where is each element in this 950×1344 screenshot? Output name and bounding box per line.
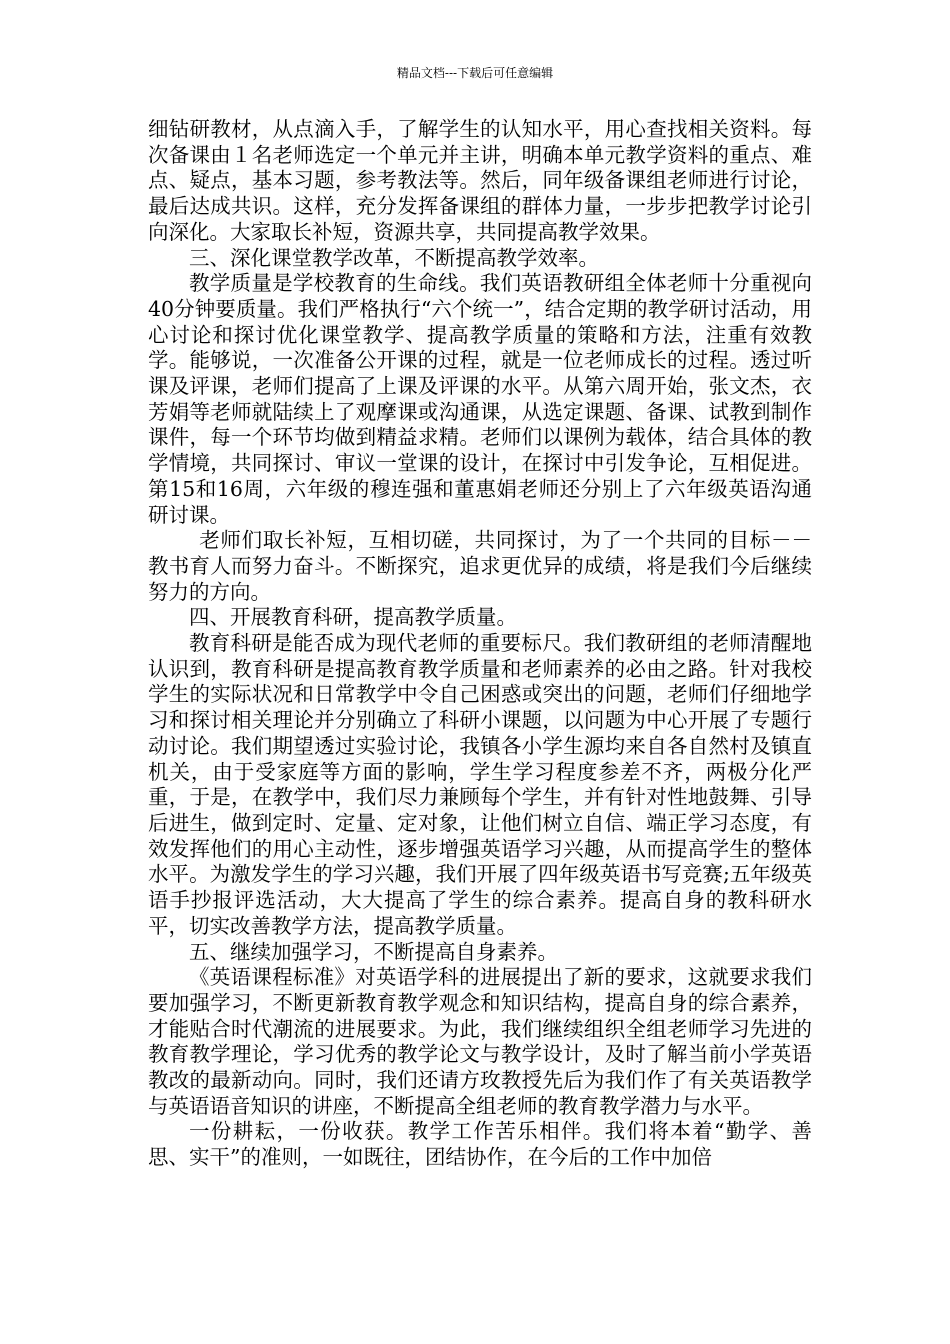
document-body	[148, 117, 812, 1171]
section-heading-5: 五、继续加强学习，不断提高自身素养。	[189, 939, 558, 964]
paragraph-preparation-continued: 细钻研教材，从点滴入手，了解学生的认知水平，用心查找相关资料。每次备课由１名老师选定一个单元并主讲，明确本单元教学资料的重点、难点、疑点，基本习题，参考教法等。然后，同年级备课组老师进行讨论，最后达成共识。这样，充分发挥备课组的群体力量，一步步把教学讨论引向深化。大家取长补短，资源共享，共同提高教学效果。	[148, 117, 812, 244]
page-header: 精品文档---下载后可任意编辑	[396, 66, 554, 80]
paragraph-conclusion: 一份耕耘，一份收获。教学工作苦乐相伴。我们将本着“勤学、善思、实干”的准则，一如既往，团结协作，在今后的工作中加倍	[148, 1119, 812, 1170]
paragraph-mutual-learning: 老师们取长补短，互相切磋，共同探讨，为了一个共同的目标－－教书育人而努力奋斗。不断探究，追求更优异的成绩，将是我们今后继续努力的方向。	[148, 528, 812, 604]
paragraph-teaching-quality: 教学质量是学校教育的生命线。我们英语教研组全体老师十分重视向40分钟要质量。我们严格执行“六个统一”，结合定期的教学研讨活动，用心讨论和探讨优化课堂教学、提高教学质量的策略和方法，注重有效教学。能够说，一次准备公开课的过程，就是一位老师成长的过程。透过听课及评课，老师们提高了上课及评课的水平。从第六周开始，张文杰，衣芳娟等老师就陆续上了观摩课或沟通课，从选定课题、备课、试教到制作课件，每一个环节均做到精益求精。老师们以课例为载体，结合具体的教学情境，共同探讨、审议一堂课的设计，在探讨中引发争论，互相促进。第15和16周，六年级的穆连强和董惠娟老师还分别上了六年级英语沟通研讨课。	[148, 271, 812, 527]
paragraph-education-research: 教育科研是能否成为现代老师的重要标尺。我们教研组的老师清醒地认识到，教育科研是提高教育教学质量和老师素养的必由之路。针对我校学生的实际状况和日常教学中令自己困惑或突出的问题，老师们仔细地学习和探讨相关理论并分别确立了科研小课题，以问题为中心开展了专题行动讨论。我们期望透过实验讨论，我镇各小学生源均来自各自然村及镇直机关，由于受家庭等方面的影响，学生学习程度参差不齐，两极分化严重，于是，在教学中，我们尽力兼顾每个学生，并有针对性地鼓舞、引导后进生，做到定时、定量、定对象，让他们树立自信、端正学习态度，有效发挥他们的用心主动性，逐步增强英语学习兴趣，从而提高学生的整体水平。为激发学生的学习兴趣，我们开展了四年级英语书写竞赛;五年级英语手抄报评选活动，大大提高了学生的综合素养。提高自身的教科研水平，切实改善教学方法，提高教学质量。	[148, 631, 812, 938]
section-heading-3: 三、深化课堂教学改革，不断提高教学效率。	[189, 245, 599, 270]
section-heading-4: 四、开展教育科研，提高教学质量。	[189, 605, 517, 630]
paragraph-curriculum-standard: 《英语课程标准》对英语学科的进展提出了新的要求，这就要求我们要加强学习，不断更新教育教学观念和知识结构，提高自身的综合素养，才能贴合时代潮流的进展要求。为此，我们继续组织全组老师学习先进的教育教学理论，学习优秀的教学论文与教学设计，及时了解当前小学英语教改的最新动向。同时，我们还请方玫教授先后为我们作了有关英语教学与英语语音知识的讲座，不断提高全组老师的教育教学潜力与水平。	[148, 965, 812, 1118]
